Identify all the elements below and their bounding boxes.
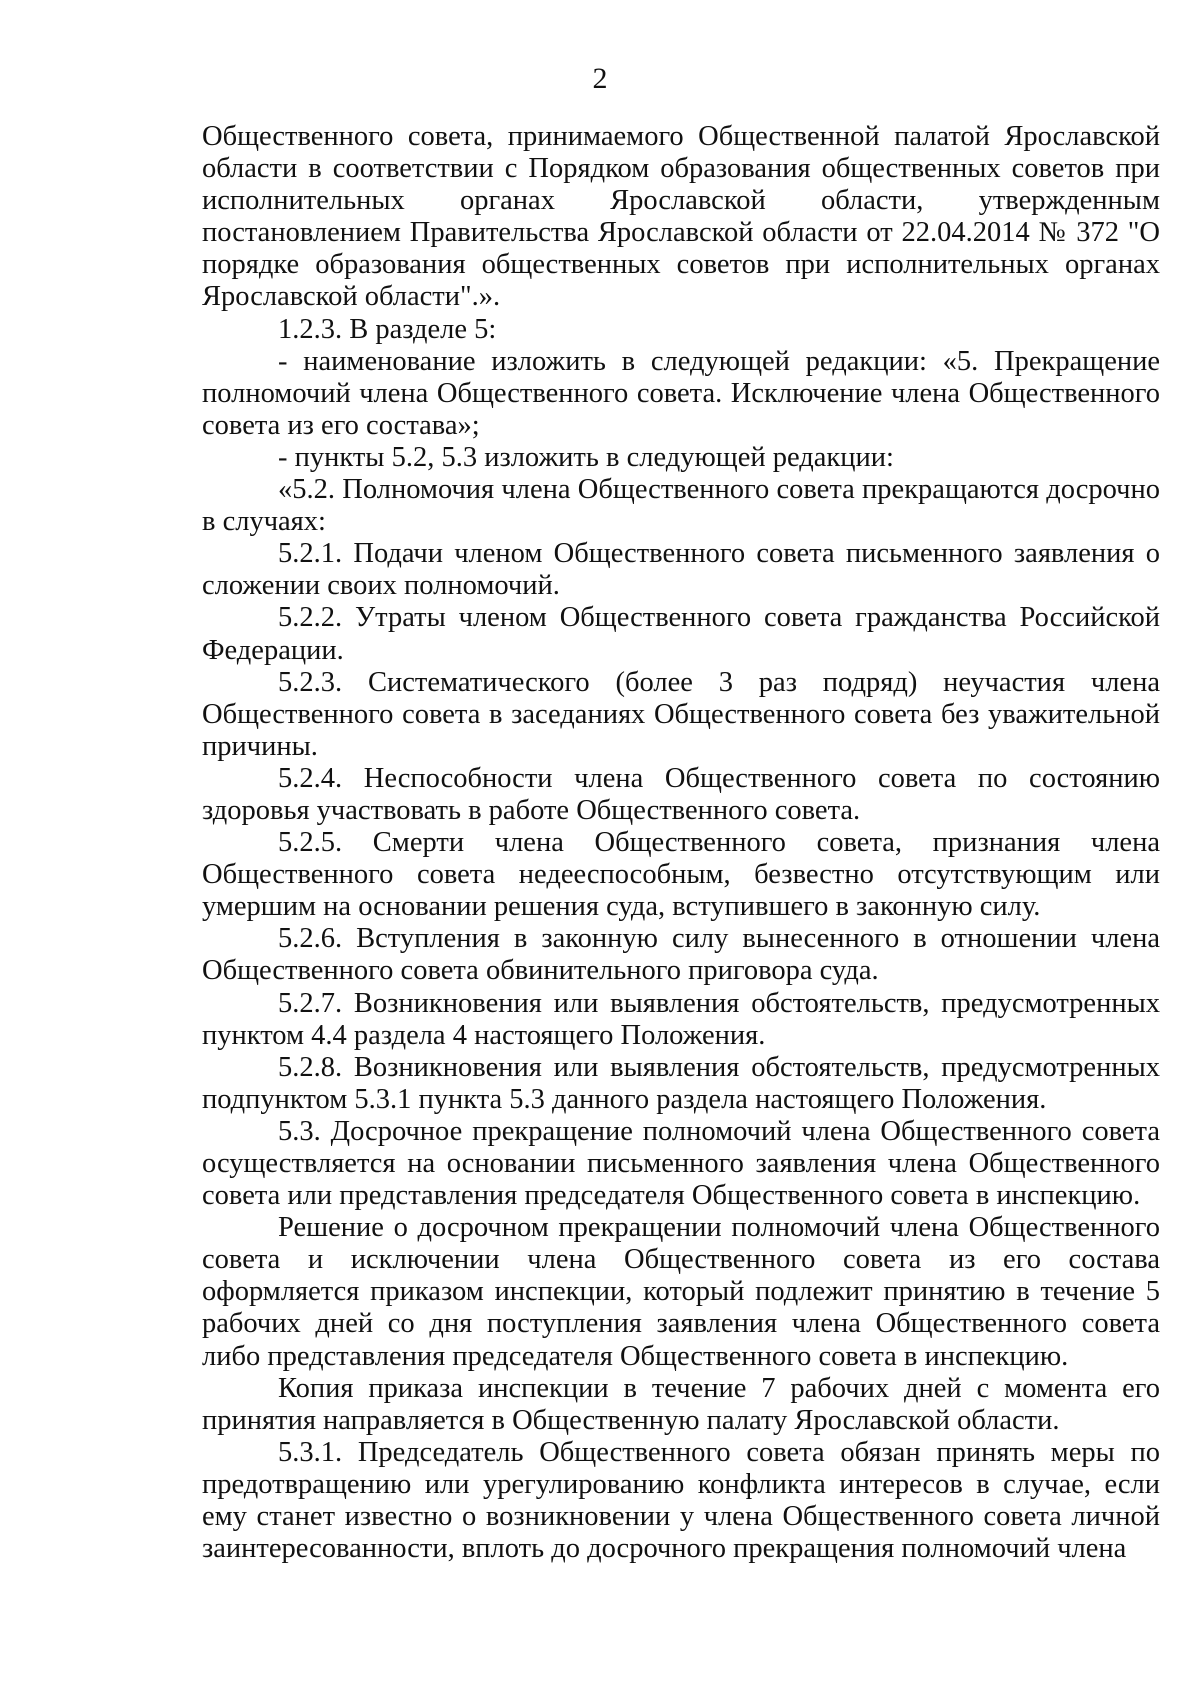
paragraph-name-change: - наименование изложить в следующей редакции: «5. Прекращение полномочий члена Общественного совета. Исключение члена Общественного совета из его состава»; xyxy=(202,345,1160,441)
paragraph-1-2-3: 1.2.3. В разделе 5: xyxy=(278,313,497,345)
paragraph-5-2: «5.2. Полномочия члена Общественного совета прекращаются досрочно в случаях: xyxy=(202,474,1160,538)
paragraph-5-2-2: 5.2.2. Утраты членом Общественного совета гражданства Российской Федерации. xyxy=(202,602,1160,666)
paragraph-5-3: 5.3. Досрочное прекращение полномочий члена Общественного совета осуществляется на основании письменного заявления члена Общественного совета или представления председателя Общественного совета в инспекцию. xyxy=(202,1115,1160,1212)
paragraph-continuation: Общественного совета, принимаемого Общественной палатой Ярославской области в соответствии с Порядком образования общественных советов при исполнительных органах Ярославской области, утвержденным постановлением Правительства Ярославской области от 22.04.2014 № 372 "О порядке образования общественных советов при исполнительных органах Ярославской области".». xyxy=(202,121,1160,313)
paragraph-order-copy: Копия приказа инспекции в течение 7 рабочих дней с момента его принятия направляется в Общественную палату Ярославской области. xyxy=(202,1372,1160,1436)
paragraph-5-2-6: 5.2.6. Вступления в законную силу вынесенного в отношении члена Общественного совета обвинительного приговора суда. xyxy=(202,923,1160,987)
paragraph-5-2-1: 5.2.1. Подачи членом Общественного совета письменного заявления о сложении своих полномочий. xyxy=(202,538,1160,602)
paragraph-5-2-7: 5.2.7. Возникновения или выявления обстоятельств, предусмотренных пунктом 4.4 раздела 4 настоящего Положения. xyxy=(202,987,1160,1051)
paragraph-5-2-4: 5.2.4. Неспособности члена Общественного совета по состоянию здоровья участвовать в работе Общественного совета. xyxy=(202,762,1160,826)
paragraph-5-3-1: 5.3.1. Председатель Общественного совета обязан принять меры по предотвращению или урегулированию конфликта интересов в случае, если ему станет известно о возникновении у члена Общественного совета личной заинтересованности, вплоть до досрочного прекращения полномочий члена xyxy=(202,1436,1160,1565)
paragraph-5-2-8: 5.2.8. Возникновения или выявления обстоятельств, предусмотренных подпунктом 5.3.1 пункта 5.3 данного раздела настоящего Положения. xyxy=(202,1051,1160,1115)
document-body xyxy=(202,121,1160,1565)
paragraph-decision: Решение о досрочном прекращении полномочий члена Общественного совета и исключении члена Общественного совета из его состава оформляется приказом инспекции, который подлежит принятию в течение 5 рабочих дней со дня поступления заявления члена Общественного совета либо представления председателя Общественного совета в инспекцию. xyxy=(202,1212,1160,1372)
paragraph-items-change: - пункты 5.2, 5.3 изложить в следующей редакции: xyxy=(278,441,894,473)
page-number: 2 xyxy=(592,62,608,95)
paragraph-5-2-5: 5.2.5. Смерти члена Общественного совета, признания члена Общественного совета недееспособным, безвестно отсутствующим или умершим на основании решения суда, вступившего в законную силу. xyxy=(202,827,1160,923)
paragraph-5-2-3: 5.2.3. Систематического (более 3 раз подряд) неучастия члена Общественного совета в заседаниях Общественного совета без уважительной причины. xyxy=(202,666,1160,762)
